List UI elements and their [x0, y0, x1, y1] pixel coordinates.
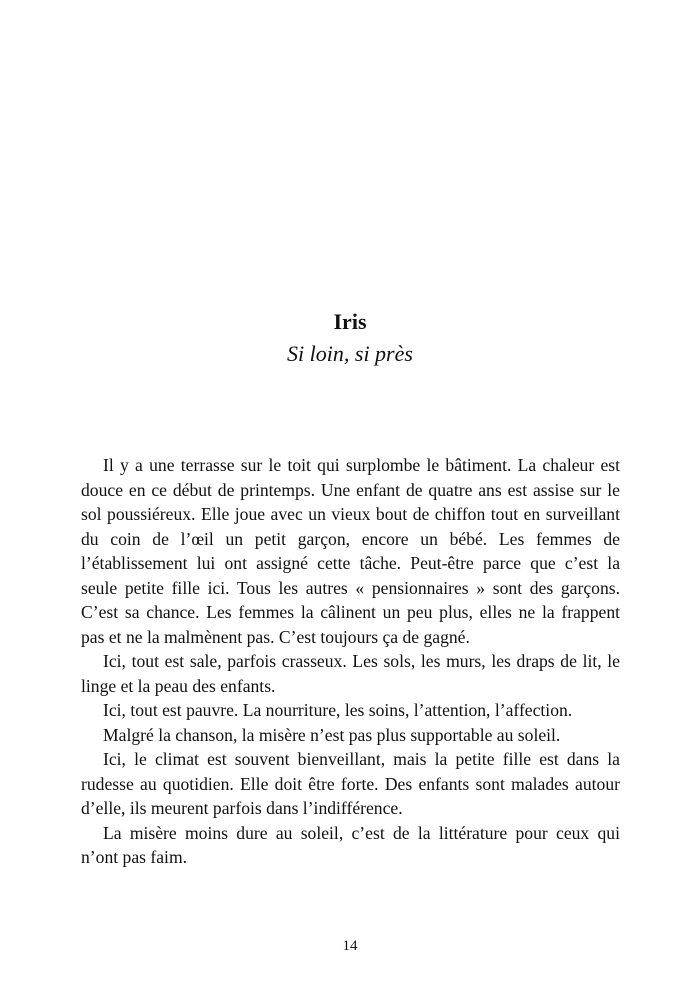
chapter-title: Iris	[333, 309, 367, 334]
text-line: Malgré la chanson, la misère n’est pas plus supportable au soleil.	[103, 724, 561, 745]
paragraph	[81, 698, 620, 723]
text-line: seule petite fille ici. Tous les autres « pensionnaires » sont des garçons.	[81, 577, 620, 598]
text-line: sol poussiéreux. Elle joue avec un vieux bout de chiffon tout en surveillant	[81, 504, 620, 524]
text-line: Ici, tout est pauvre. La nourriture, les soins, l’attention, l’affection.	[103, 700, 573, 720]
text-line: Il y a une terrasse sur le toit qui surplombe le bâtiment. La chaleur est	[103, 455, 620, 475]
text-line: rudesse au quotidien. Elle doit être forte. Des enfants sont malades autour	[81, 773, 620, 794]
text-line: Ici, le climat est souvent bienveillant, mais la petite fille est dans la	[103, 749, 620, 769]
paragraph	[81, 723, 620, 748]
paragraph	[81, 453, 620, 649]
body-text	[81, 453, 620, 870]
text-line: l’établissement lui ont assigné cette tâche. Peut-être parce que c’est la	[81, 553, 620, 573]
text-line: linge et la peau des enfants.	[81, 675, 276, 696]
text-line: du coin de l’œil un petit garçon, encore un bébé. Les femmes de	[81, 528, 620, 549]
paragraph	[81, 747, 620, 821]
text-line: d’elle, ils meurent parfois dans l’indifférence.	[81, 798, 403, 818]
chapter-subtitle: Si loin, si près	[287, 341, 413, 366]
text-line: C’est sa chance. Les femmes la câlinent un peu plus, elles ne la frappent	[81, 602, 620, 622]
text-line: n’ont pas faim.	[81, 847, 188, 867]
text-line: Ici, tout est sale, parfois crasseux. Les sols, les murs, les draps de lit, le	[103, 651, 620, 671]
text-line: La misère moins dure au soleil, c’est de la littérature pour ceux qui	[103, 822, 620, 843]
paragraph	[81, 649, 620, 698]
text-line: pas et ne la malmènent pas. C’est toujours ça de gagné.	[81, 626, 470, 647]
text-line: douce en ce début de printemps. Une enfant de quatre ans est assise sur le	[81, 479, 620, 500]
page-number: 14	[342, 938, 358, 954]
paragraph	[81, 821, 620, 870]
